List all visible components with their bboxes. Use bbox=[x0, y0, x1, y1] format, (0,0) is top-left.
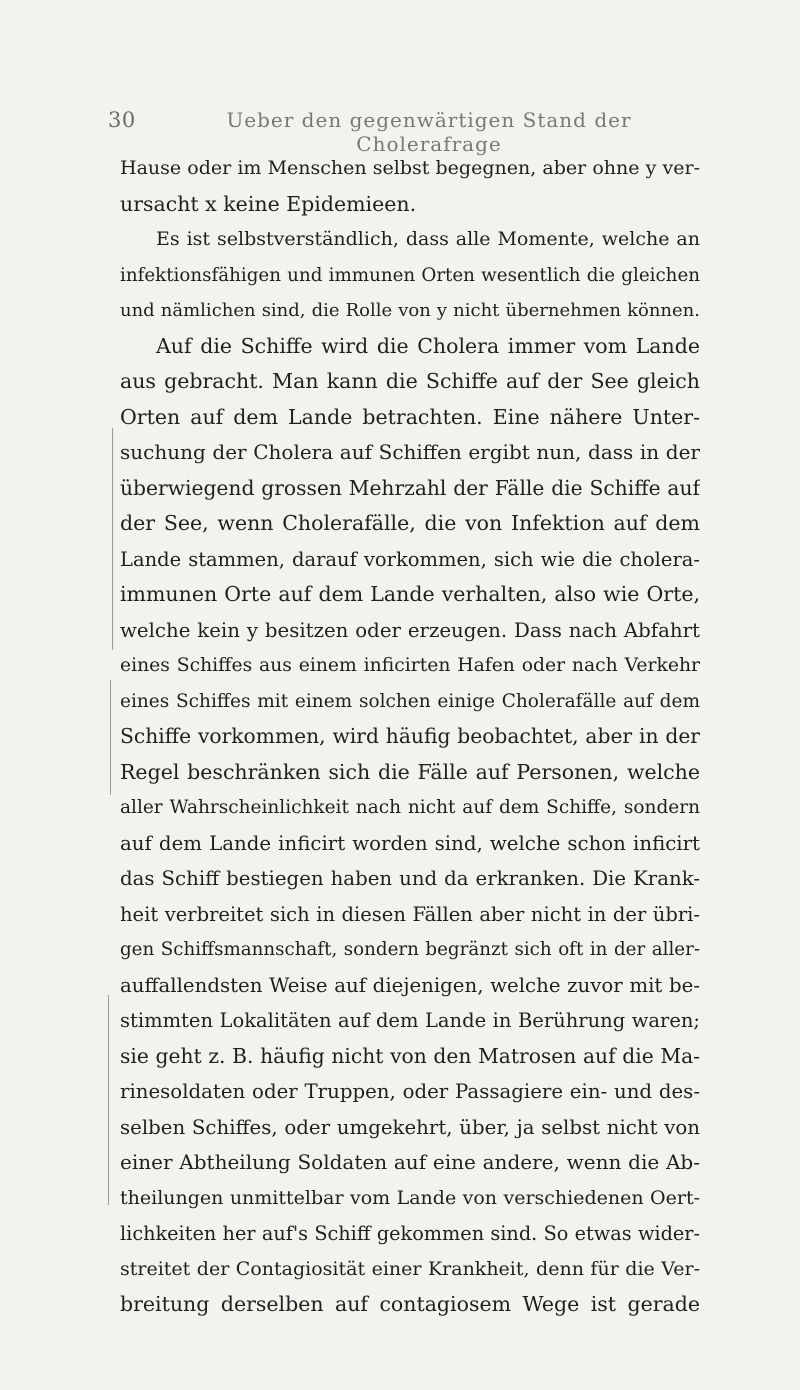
text-line: heit verbreitet sich in diesen Fällen aber nicht in der übri- bbox=[120, 902, 700, 926]
text-line: aus gebracht. Man kann die Schiffe auf der See gleich bbox=[120, 369, 700, 393]
text-line: Auf die Schiffe wird die Cholera immer vom Lande bbox=[156, 333, 700, 358]
text-line: Es ist selbstverständlich, dass alle Momente, welche an bbox=[156, 228, 700, 250]
text-line: lichkeiten her auf's Schiff gekommen sind. So etwas wider- bbox=[120, 1222, 700, 1245]
text-line: suchung der Cholera auf Schiffen ergibt nun, dass in der bbox=[120, 440, 700, 464]
text-line: welche kein y besitzen oder erzeugen. Dass nach Abfahrt bbox=[120, 618, 700, 642]
running-head bbox=[108, 108, 698, 156]
text-line: streitet der Contagiosität einer Krankheit, denn für die Ver- bbox=[120, 1257, 700, 1280]
text-line: theilungen unmittelbar vom Lande von verschiedenen Oert- bbox=[120, 1186, 700, 1209]
text-line: immunen Orte auf dem Lande verhalten, also wie Orte, bbox=[120, 582, 700, 606]
text-line: auf dem Lande inficirt worden sind, welche schon inficirt bbox=[120, 831, 700, 855]
text-line: Schiffe vorkommen, wird häufig beobachtet, aber in der bbox=[120, 724, 700, 748]
text-line: gen Schiffsmannschaft, sondern begränzt sich oft in der aller- bbox=[120, 939, 700, 960]
margin-pencil-mark bbox=[110, 680, 111, 795]
text-line: eines Schiffes aus einem inficirten Hafen oder nach Verkehr bbox=[120, 655, 700, 676]
margin-pencil-mark bbox=[108, 995, 109, 1205]
text-line: Hause oder im Menschen selbst begegnen, aber ohne y ver- bbox=[120, 157, 700, 179]
text-line: stimmten Lokalitäten auf dem Lande in Berührung waren; bbox=[120, 1009, 700, 1032]
text-line: breitung derselben auf contagiosem Wege ist gerade bbox=[120, 1292, 700, 1316]
text-line: und nämlichen sind, die Rolle von y nicht übernehmen können. bbox=[120, 300, 700, 321]
text-line: überwiegend grossen Mehrzahl der Fälle die Schiffe auf bbox=[120, 475, 700, 500]
text-line: aller Wahrscheinlichkeit nach nicht auf dem Schiffe, sondern bbox=[120, 797, 700, 818]
text-line: infektionsfähigen und immunen Orten wesentlich die gleichen bbox=[120, 264, 700, 286]
page-number: 30 bbox=[108, 108, 136, 132]
text-line: der See, wenn Cholerafälle, die von Infektion auf dem bbox=[120, 511, 700, 535]
body-text bbox=[120, 151, 700, 1323]
text-line: Regel beschränken sich die Fälle auf Personen, welche bbox=[120, 759, 700, 784]
text-line: auffallendsten Weise auf diejenigen, welche zuvor mit be- bbox=[120, 973, 700, 997]
text-line: rinesoldaten oder Truppen, oder Passagiere ein- und des- bbox=[120, 1080, 700, 1103]
text-line: ursacht x keine Epidemieen. bbox=[120, 191, 417, 216]
text-line: einer Abtheilung Soldaten auf eine andere, wenn die Ab- bbox=[120, 1150, 700, 1174]
text-line: selben Schiffes, oder umgekehrt, über, ja selbst nicht von bbox=[120, 1115, 700, 1139]
text-line: sie geht z. B. häufig nicht von den Matrosen auf die Ma- bbox=[120, 1043, 700, 1068]
text-line: eines Schiffes mit einem solchen einige Cholerafälle auf dem bbox=[120, 690, 700, 712]
margin-pencil-mark bbox=[112, 428, 113, 650]
text-line: Lande stammen, darauf vorkommen, sich wie die cholera- bbox=[120, 547, 700, 571]
text-line: das Schiff bestiegen haben und da erkranken. Die Krank- bbox=[120, 867, 700, 890]
running-title: Ueber den gegenwärtigen Stand der Cholerafrage bbox=[226, 108, 632, 156]
text-line: Orten auf dem Lande betrachten. Eine nähere Unter- bbox=[120, 404, 700, 429]
